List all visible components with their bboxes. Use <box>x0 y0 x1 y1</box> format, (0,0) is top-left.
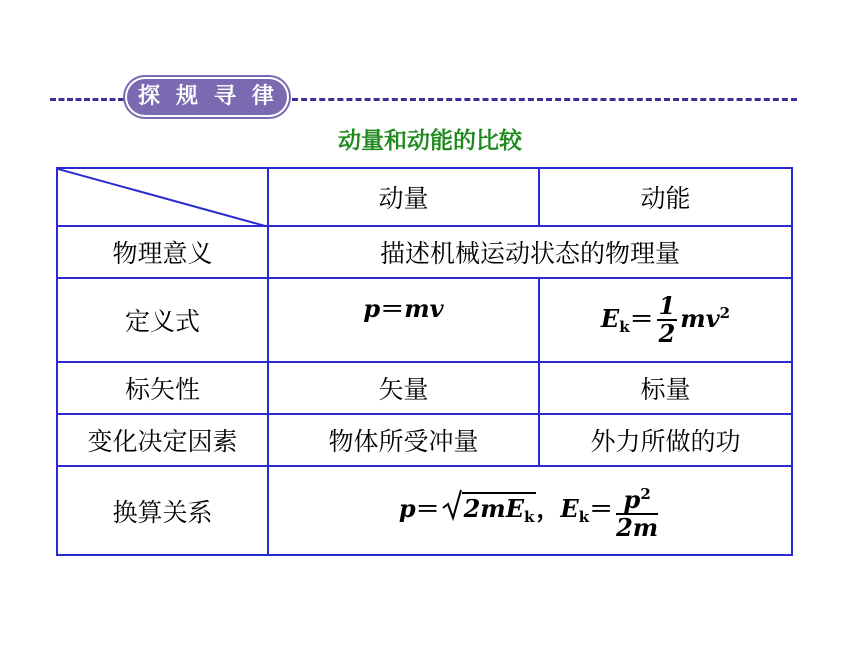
row-label-determining-factor: 变化决定因素 <box>57 414 268 466</box>
table-row <box>57 466 792 555</box>
table-row <box>57 362 792 414</box>
kinetic-formula: $E_k=$ $\frac{1}{2}$ $mv^2$ <box>600 291 731 348</box>
column-header-kinetic: 动能 <box>539 168 792 226</box>
row-label-definition: 定义式 <box>57 278 268 362</box>
table-row <box>57 414 792 466</box>
row-label-vector-scalar: 标矢性 <box>57 362 268 414</box>
table-header-row <box>57 168 792 226</box>
column-header-momentum: 动量 <box>268 168 539 226</box>
badge-char-1: 探 <box>137 84 160 109</box>
conversion-formula: p＝ $2mE_k$，$E_k=$ $\frac{p^2}{2m}$ <box>399 494 661 523</box>
badge-char-4: 律 <box>251 84 274 109</box>
kinetic-definition-formula <box>539 278 792 362</box>
row-label-physical-meaning: 物理意义 <box>57 226 268 278</box>
momentum-determining-factor: 物体所受冲量 <box>268 414 539 466</box>
kinetic-vector-scalar: 标量 <box>539 362 792 414</box>
momentum-formula: p＝mv <box>363 293 444 323</box>
section-badge <box>127 79 287 115</box>
diagonal-line <box>58 169 269 227</box>
badge-char-3: 寻 <box>213 84 236 109</box>
table-row <box>57 226 792 278</box>
badge-char-2: 规 <box>175 84 198 109</box>
comparison-table <box>56 167 793 556</box>
fraction-one-half: $\frac{1}{2}$ <box>658 291 676 348</box>
radical-sign-icon <box>442 488 462 522</box>
kinetic-determining-factor: 外力所做的功 <box>539 414 792 466</box>
dashed-line-right <box>292 98 797 101</box>
conversion-formula-cell <box>268 466 792 555</box>
square-root: $2mE_k$ <box>442 492 537 526</box>
diagonal-header-cell <box>57 168 268 226</box>
momentum-definition-formula <box>268 278 539 362</box>
momentum-vector-scalar: 矢量 <box>268 362 539 414</box>
page-subtitle: 动量和动能的比较 <box>338 128 522 154</box>
physical-meaning-value: 描述机械运动状态的物理量 <box>268 226 792 278</box>
dashed-line-left <box>50 98 124 101</box>
fraction-p-squared-over-2m: $\frac{p^2}{2m}$ <box>616 481 658 541</box>
row-label-conversion: 换算关系 <box>57 466 268 555</box>
table-row <box>57 278 792 362</box>
